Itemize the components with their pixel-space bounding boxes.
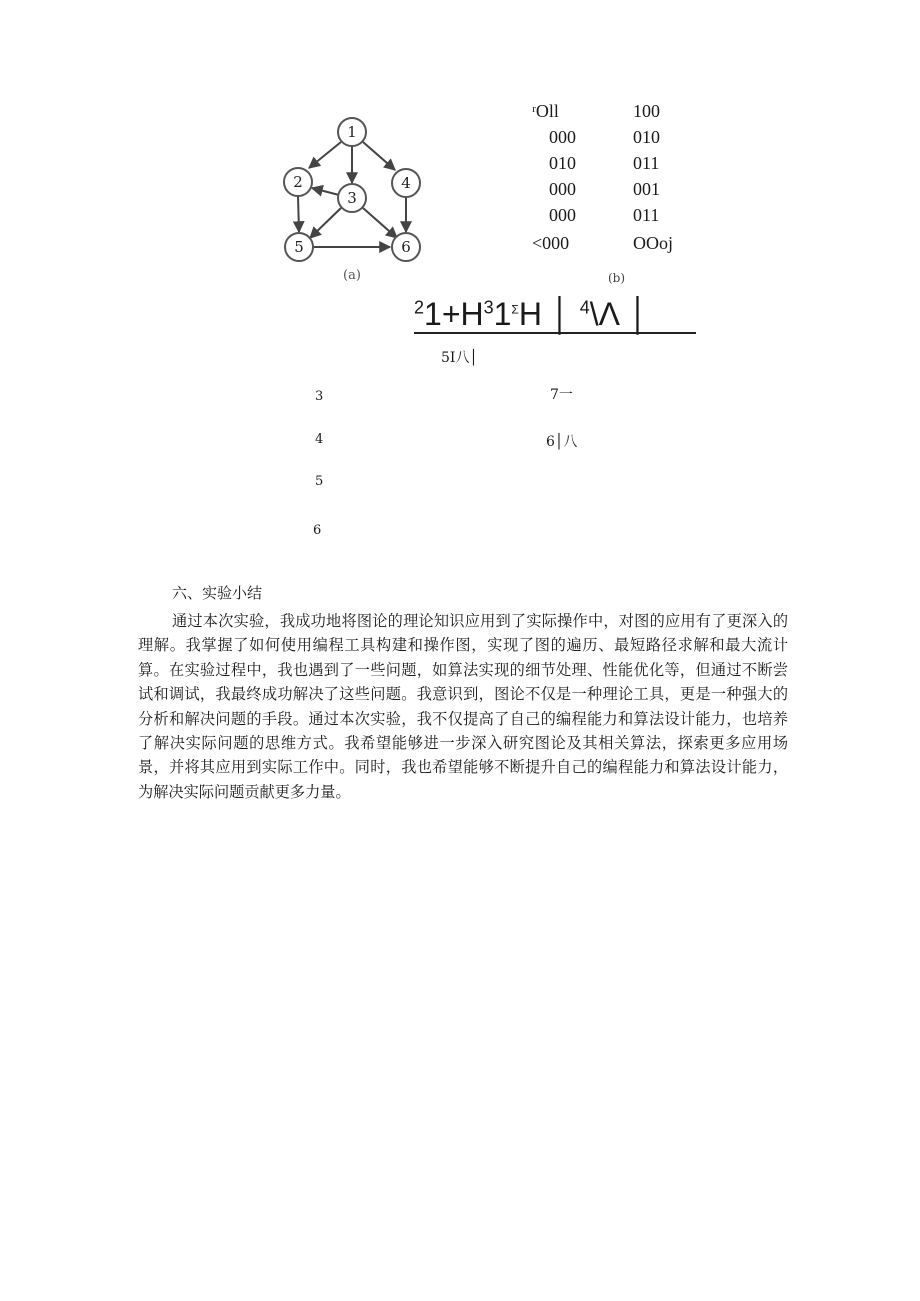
matrix-cell: 000 [549, 127, 576, 147]
svg-text:4: 4 [401, 174, 411, 192]
edge-3-6 [363, 208, 397, 238]
matrix-cell: 011 [633, 205, 660, 225]
row-label: 4 [315, 432, 324, 447]
edge-3-5 [310, 208, 341, 238]
row-label: 5 [315, 474, 324, 489]
section-heading: 六、实验小结 [172, 584, 263, 602]
summary-paragraph: 通过本次实验，我成功地将图论的理论知识应用到了实际操作中，对图的应用有了更深入的理解。我掌握了如何使用编程工具构建和操作图，实现了图的遍历、最短路径求解和最大流计算。在实验过程中，我也遇到了一些问题，如算法实现的细节处理、性能优化等，但通过不断尝试和调试，我最终成功解决了这些问题。我意识到，图论不仅是一种理论工具，更是一种强大的分析和解决问题的手段。通过本次实验，我不仅提高了自己的编程能力和算法设计能力，也培养了解决实际问题的思维方式。我希望能够进一步深入研究图论及其相关算法，探索更多应用场景，并将其应用到实际工作中。同时，我也希望能够不断提升自己的编程能力和算法设计能力，为解决实际问题贡献更多力量。 [138, 612, 788, 801]
garbled-text: 6│八 [546, 434, 578, 450]
edge-1-2 [309, 142, 341, 168]
graph-node [392, 233, 420, 261]
matrix-cell: OOoj [633, 233, 673, 253]
figure-a-caption: (a) [343, 268, 361, 283]
edge-3-2 [312, 188, 339, 195]
clipped-row-label: 6 [313, 523, 322, 538]
garbled-text: 5I八│ [441, 350, 478, 366]
matrix-cell: 001 [633, 179, 660, 199]
figure-b-caption: (b) [608, 271, 626, 285]
matrix-cell: 100 [633, 101, 660, 121]
graph-figure-a [270, 108, 440, 288]
formula-underline [414, 332, 696, 334]
svg-text:1: 1 [347, 123, 357, 141]
graph-node [338, 184, 366, 212]
matrix-cell: 010 [633, 127, 660, 147]
svg-text:3: 3 [347, 189, 357, 207]
matrix-cell: ʳOll [532, 101, 559, 121]
matrix-cell: <000 [532, 233, 570, 253]
svg-text:2: 2 [293, 173, 303, 191]
graph-node [338, 118, 366, 146]
svg-text:6: 6 [401, 238, 411, 256]
row-label: 3 [315, 389, 324, 404]
edge-1-4 [363, 142, 395, 170]
graph-node [285, 233, 313, 261]
edge-2-5 [298, 196, 299, 232]
matrix-cell: 011 [633, 153, 660, 173]
graph-node [284, 168, 312, 196]
matrix-cell: 000 [549, 205, 576, 225]
svg-text:5: 5 [294, 238, 304, 256]
garbled-formula-row: $^21+H^31^\Sigma H$ │ $^4$\Λ │ [414, 296, 649, 332]
matrix-cell: 010 [549, 153, 576, 173]
matrix-cell: 000 [549, 179, 576, 199]
graph-node [392, 169, 420, 197]
garbled-text: 7一 [550, 387, 573, 403]
